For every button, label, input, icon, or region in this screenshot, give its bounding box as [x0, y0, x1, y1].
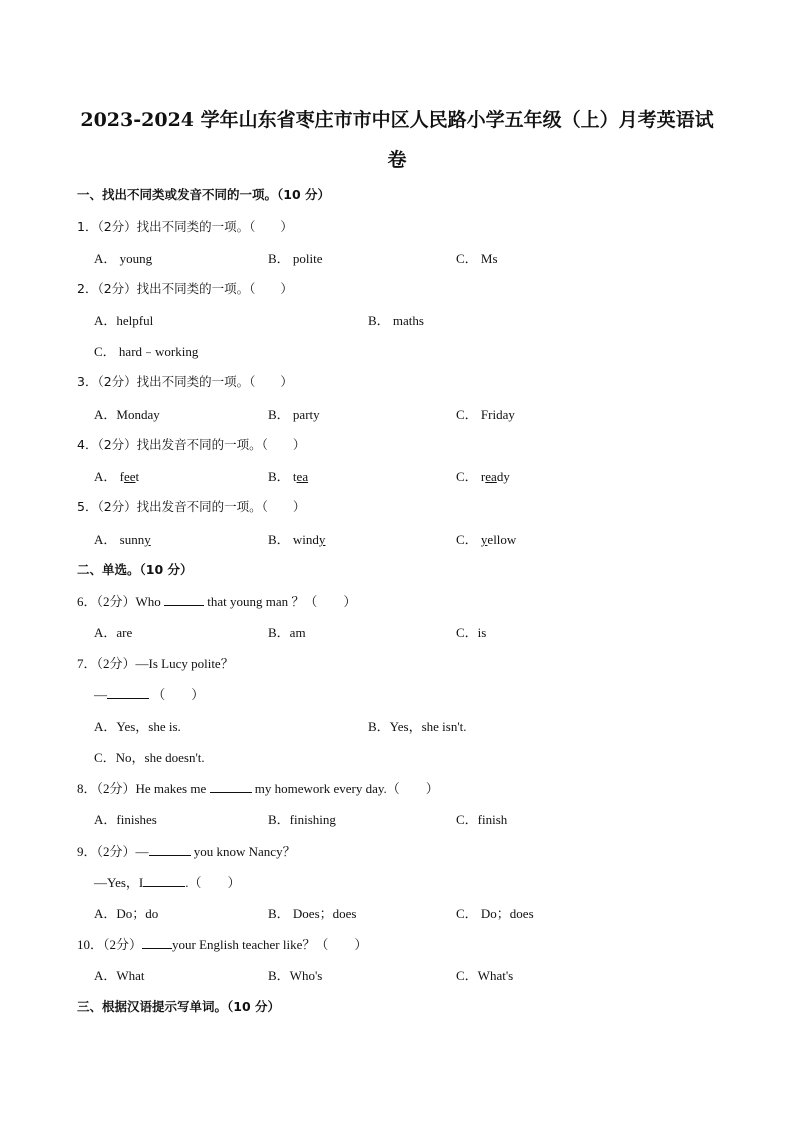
question-text: 5．（2分）找出发音不同的一项。（ ）	[77, 499, 306, 514]
question-text: —	[94, 687, 107, 702]
option-text: A． f	[94, 469, 124, 484]
option-a: A．finishes	[94, 812, 157, 827]
option-c: C．What's	[456, 968, 514, 983]
underlined-letters: y	[144, 532, 151, 547]
question-text: 1．（2分）找出不同类的一项。（ ）	[77, 219, 293, 234]
question-text: 2．（2分）找出不同类的一项。（ ）	[77, 281, 293, 296]
answer-blank[interactable]	[210, 780, 252, 793]
question-text: my homework every day.（ ）	[254, 781, 439, 796]
question-text: you know Nancy？	[193, 844, 296, 859]
option-text: C．	[456, 532, 481, 547]
option-b: B．am	[268, 625, 306, 640]
question-text: your English teacher like？（ ）	[172, 937, 368, 952]
option-b: B． Does；does	[268, 906, 357, 921]
question-4	[77, 435, 305, 453]
section-heading: 三、根据汉语提示写单词。（10 分）	[77, 999, 280, 1014]
question-text: 4．（2分）找出发音不同的一项。（ ）	[77, 437, 306, 452]
option-text: ellow	[487, 532, 517, 547]
option-text: C． r	[456, 469, 486, 484]
option-b	[268, 466, 308, 485]
underlined-letters: y	[318, 532, 326, 547]
underlined-letters: ea	[485, 469, 497, 484]
question-text: .（ ）	[185, 875, 241, 890]
title-line-1: 2023-2024 学年山东省枣庄市市中区人民路小学五年级（上）月考英语试	[80, 109, 714, 131]
option-a: A．Yes，she is.	[94, 719, 181, 734]
option-c	[456, 529, 516, 548]
option-a: A．What	[94, 968, 145, 983]
answer-blank[interactable]	[149, 843, 191, 856]
option-c: C． hard﹣working	[94, 344, 199, 359]
question-3	[77, 372, 293, 390]
option-text: A． sunn	[94, 532, 145, 547]
question-text: 3．（2分）找出不同类的一项。（ ）	[77, 374, 293, 389]
option-a: A．helpful	[94, 313, 154, 328]
question-9-reply	[94, 872, 241, 891]
question-10	[77, 934, 367, 953]
option-a: A．Do；do	[94, 906, 159, 921]
question-text: 8．（2分）He makes me	[77, 781, 207, 796]
question-9	[77, 841, 296, 860]
option-b: B． maths	[368, 313, 424, 328]
section-heading: 二、单选。（10 分）	[77, 562, 193, 577]
answer-blank[interactable]	[142, 936, 172, 949]
question-1	[77, 217, 293, 235]
option-b	[268, 529, 325, 548]
option-a	[94, 529, 151, 548]
question-8	[77, 778, 439, 797]
option-text: t	[135, 469, 140, 484]
question-text: 6．（2分）Who	[77, 594, 161, 609]
page-title	[40, 100, 754, 180]
option-text: B． t	[268, 469, 297, 484]
section-heading: 一、找出不同类或发音不同的一项。（10 分）	[77, 187, 330, 202]
option-c: C．No，she doesn't.	[94, 750, 205, 765]
option-b: B．finishing	[268, 812, 336, 827]
option-a	[94, 466, 139, 485]
answer-blank[interactable]	[143, 874, 185, 887]
option-a: A．Monday	[94, 407, 160, 422]
question-7-reply	[94, 684, 204, 703]
underlined-letters: ea	[296, 469, 309, 484]
title-line-2: 卷	[387, 149, 407, 171]
question-text: —Yes，I	[94, 875, 144, 890]
option-c: C． Do；does	[456, 906, 534, 921]
question-text: （ ）	[152, 687, 205, 702]
option-c: C． Friday	[456, 407, 515, 422]
question-7: 7．（2分）—Is Lucy polite？	[77, 656, 234, 671]
option-b: B．Who's	[268, 968, 323, 983]
option-c	[456, 466, 510, 485]
question-text: 10．（2分）	[77, 937, 143, 952]
option-c: C．is	[456, 625, 487, 640]
option-c: C． Ms	[456, 251, 498, 266]
underlined-letters: y	[480, 532, 488, 547]
question-text: that young man ？（ ）	[207, 594, 357, 609]
option-b: B． polite	[268, 251, 323, 266]
option-b: B．Yes，she isn't.	[368, 719, 467, 734]
underlined-letters: ee	[123, 469, 136, 484]
option-a: A．are	[94, 625, 133, 640]
option-a: A． young	[94, 251, 153, 266]
option-b: B． party	[268, 407, 320, 422]
option-text: dy	[496, 469, 510, 484]
question-2	[77, 279, 293, 297]
question-text: 9．（2分）—	[77, 844, 149, 859]
answer-blank[interactable]	[164, 593, 204, 606]
question-6	[77, 591, 356, 610]
option-text: B． wind	[268, 532, 319, 547]
answer-blank[interactable]	[107, 686, 149, 699]
option-c: C．finish	[456, 812, 508, 827]
question-5	[77, 497, 305, 515]
